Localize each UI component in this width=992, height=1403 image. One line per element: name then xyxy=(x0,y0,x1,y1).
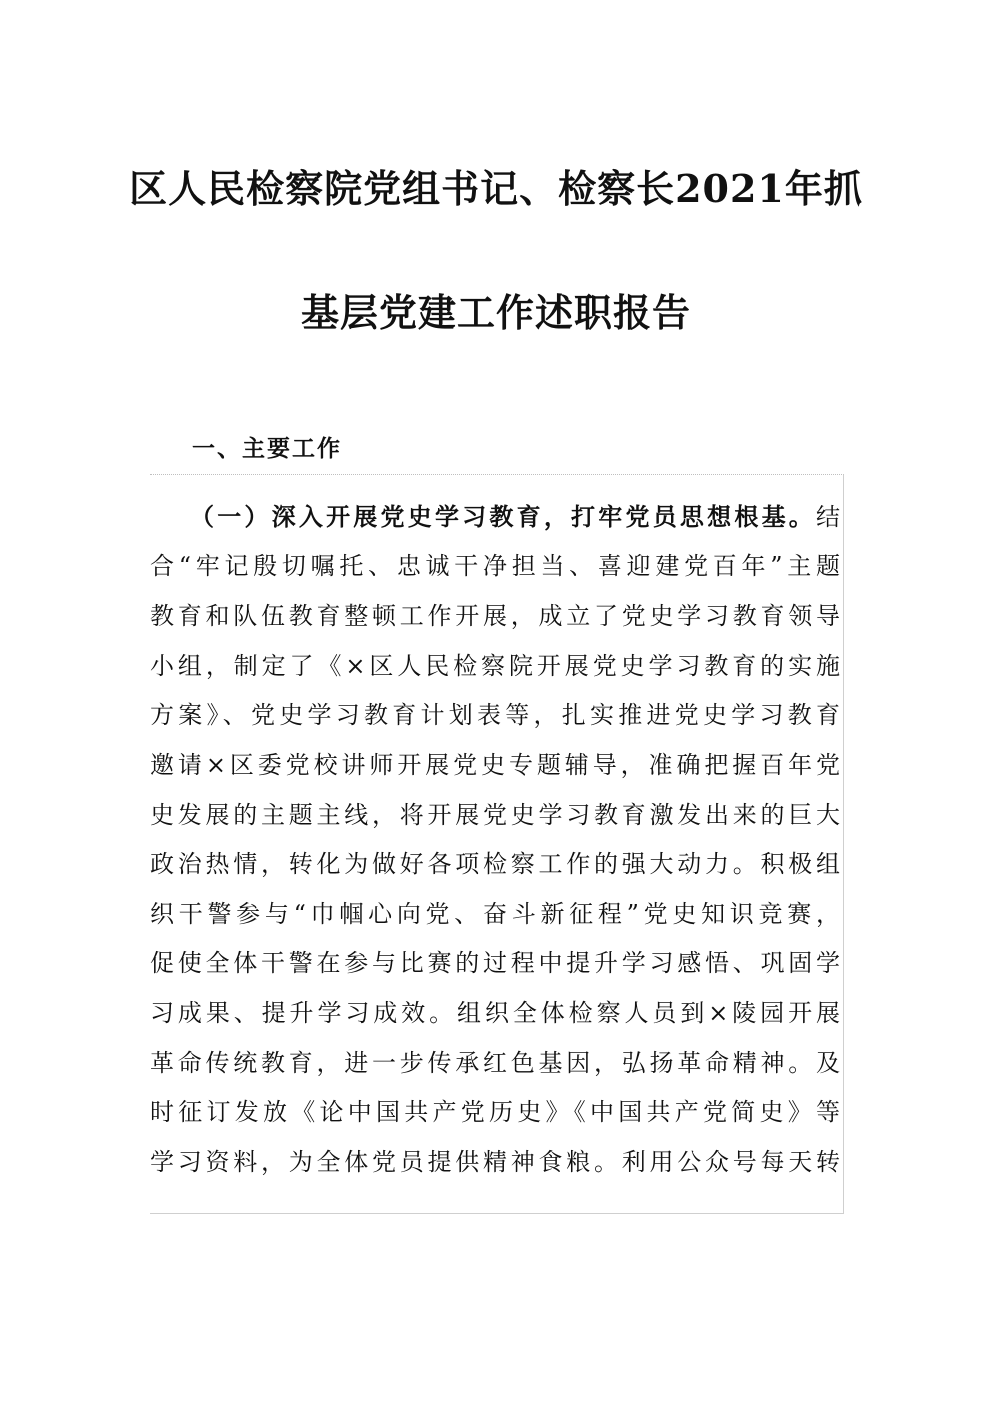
body-line: 时征订发放《论中国共产党历史》《中国共产党简史》等 xyxy=(150,1098,840,1126)
body-line: 革命传统教育，进一步传承红色基因，弘扬革命精神。及 xyxy=(150,1049,840,1077)
body-text-frame xyxy=(150,474,844,1214)
body-line: 政治热情，转化为做好各项检察工作的强大动力。积极组 xyxy=(150,850,840,878)
body-line: 史发展的主题主线，将开展党史学习教育激发出来的巨大 xyxy=(150,801,840,829)
paragraph-first-line xyxy=(190,497,840,537)
document-title-line-1: 区人民检察院党组书记、检察长2021年抓 xyxy=(129,166,863,211)
body-line: 习成果、提升学习成效。组织全体检察人员到×陵园开展 xyxy=(150,999,840,1027)
body-line: 邀请×区委党校讲师开展党史专题辅导，准确把握百年党 xyxy=(150,751,840,779)
body-line: 促使全体干警在参与比赛的过程中提升学习感悟、巩固学 xyxy=(150,949,840,977)
body-line: 学习资料，为全体党员提供精神食粮。利用公众号每天转 xyxy=(150,1148,840,1176)
body-line: 教育和队伍教育整顿工作开展，成立了党史学习教育领导 xyxy=(150,602,840,630)
body-line: 小组，制定了《×区人民检察院开展党史学习教育的实施 xyxy=(150,652,840,680)
paragraph-lead: （一）深入开展党史学习教育，打牢党员思想根基。 xyxy=(190,503,816,531)
body-line: 方案》、党史学习教育计划表等，扎实推进党史学习教育 xyxy=(150,701,840,729)
body-line: 织干警参与“巾帼心向党、奋斗新征程”党史知识竞赛， xyxy=(150,900,840,928)
body-line: 合“牢记殷切嘱托、忠诚干净担当、喜迎建党百年”主题 xyxy=(150,552,840,580)
body-line: 结 xyxy=(816,503,840,531)
document-title-line-2: 基层党建工作述职报告 xyxy=(300,290,691,335)
section-heading: 一、主要工作 xyxy=(192,436,342,462)
